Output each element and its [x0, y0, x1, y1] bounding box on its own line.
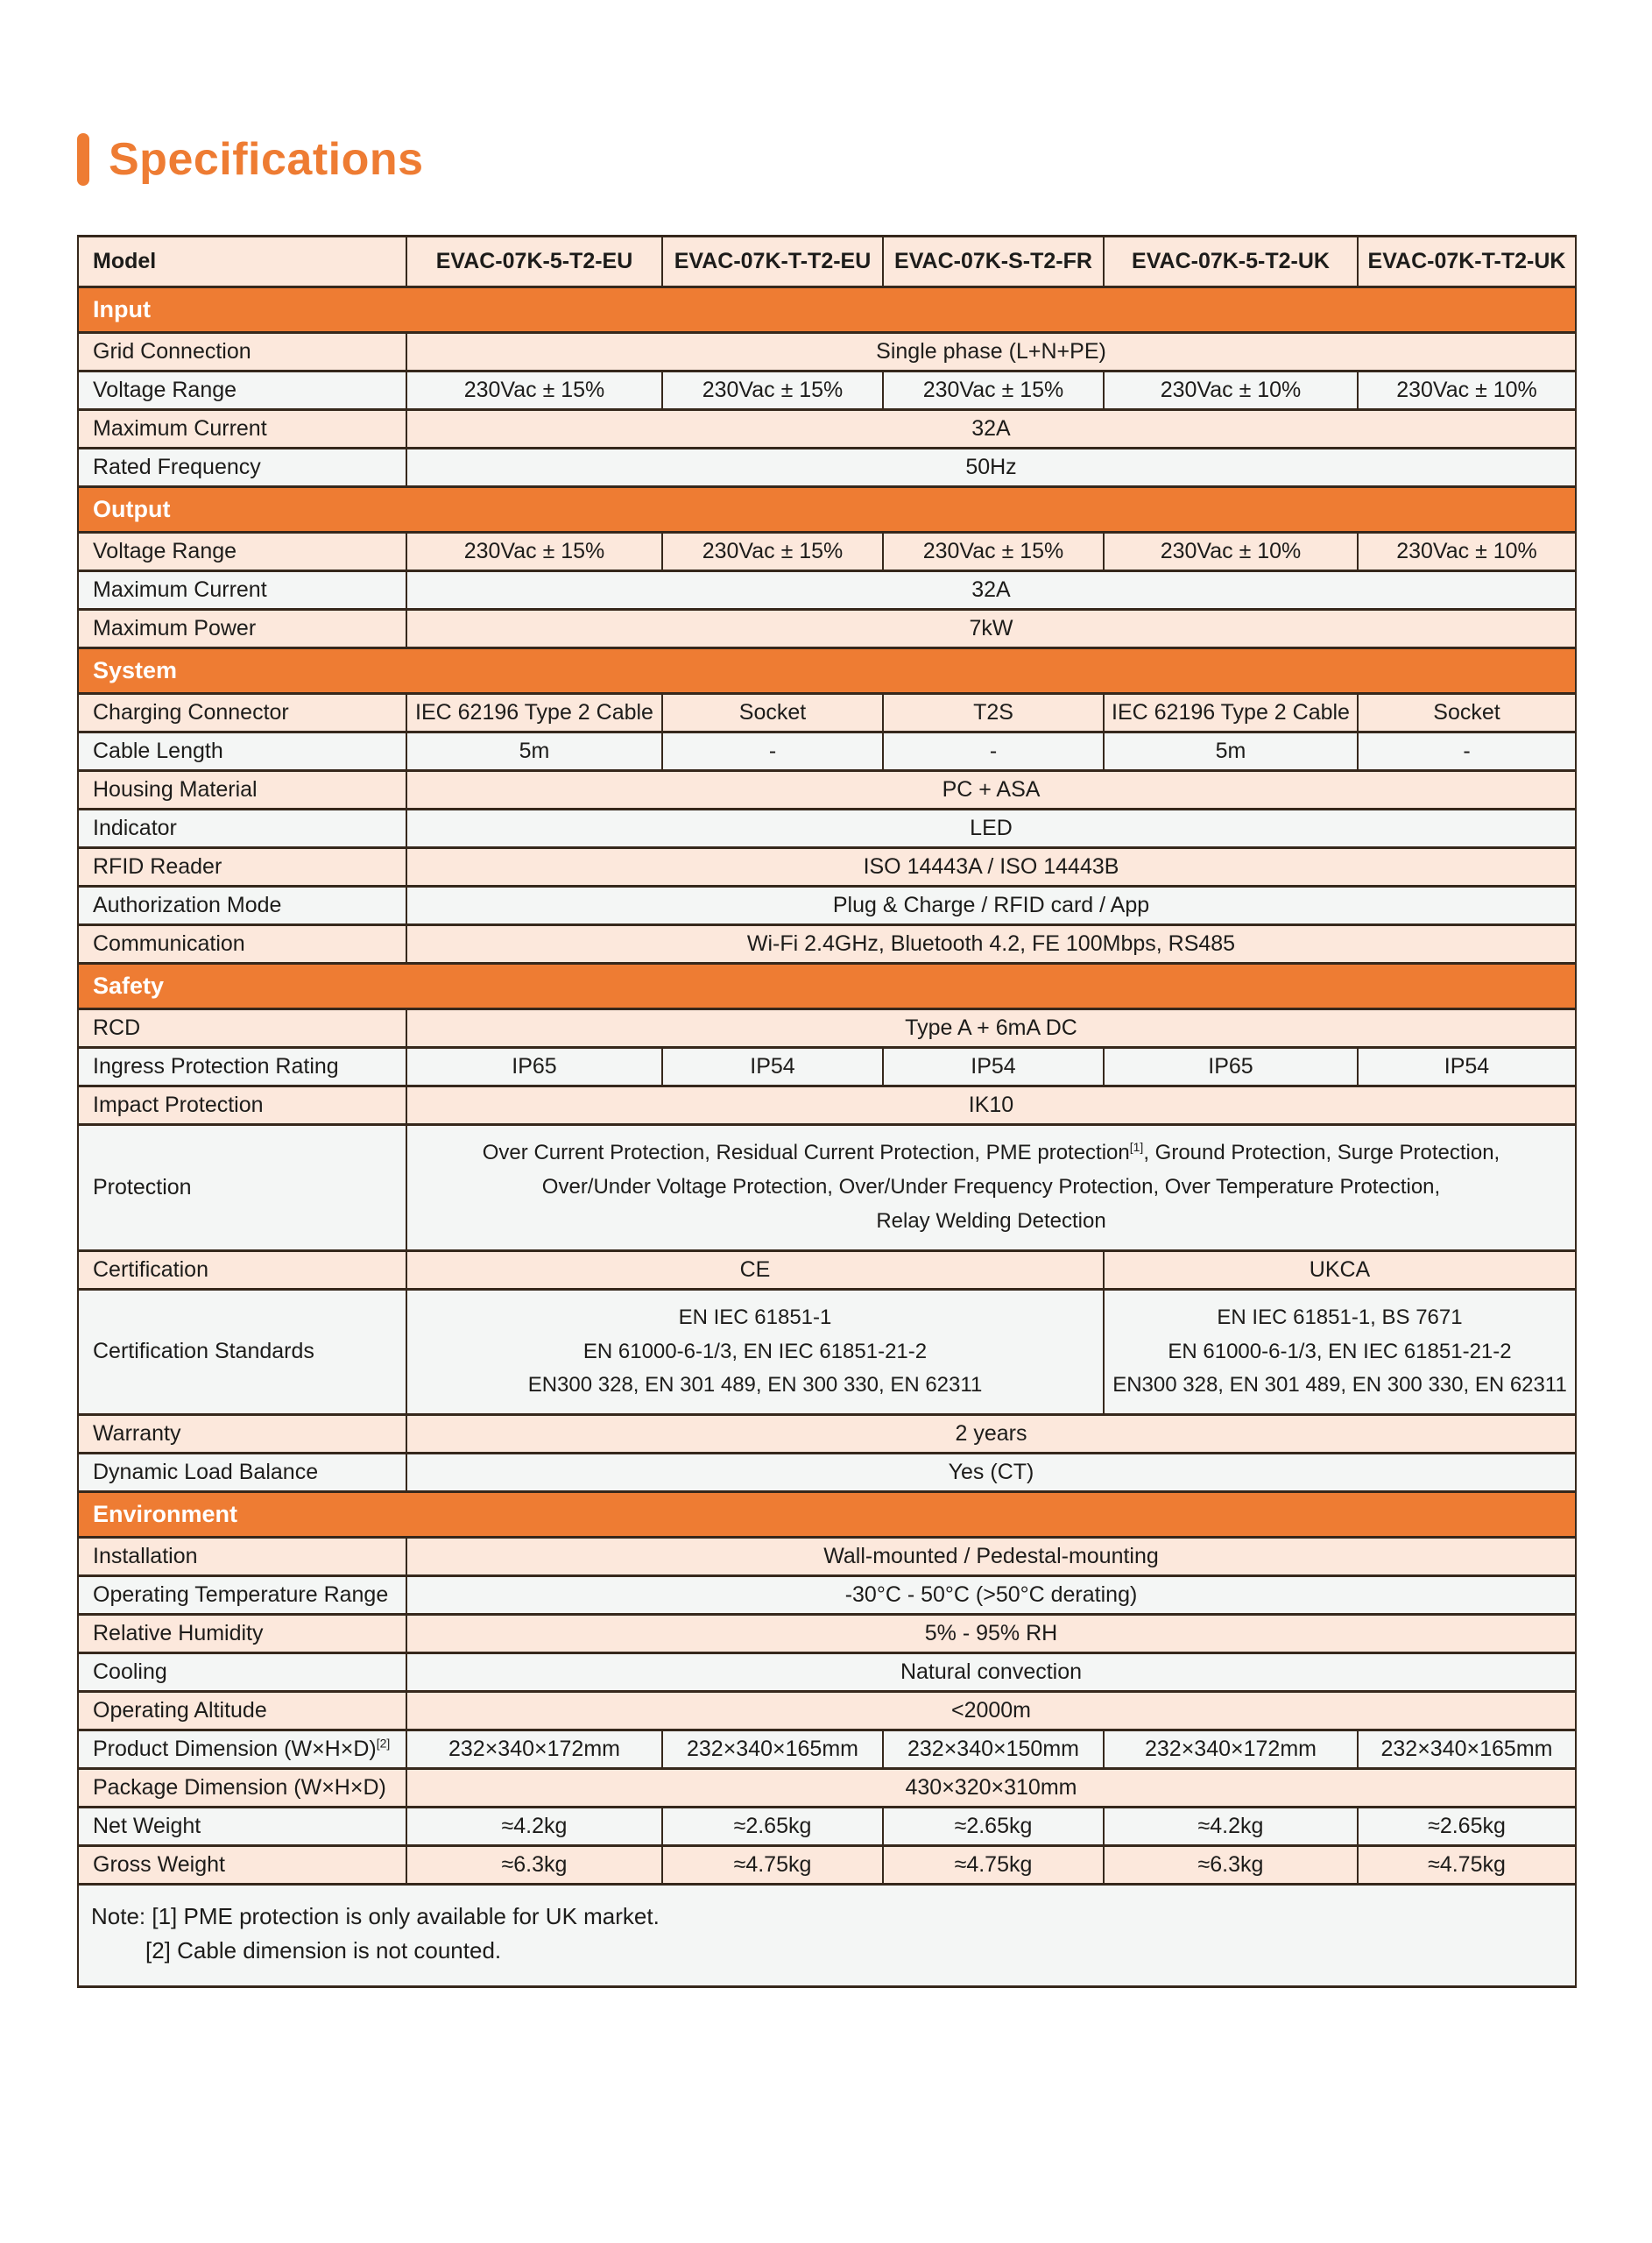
- ce-standards-line-2: EN 61000-6-1/3, EN IEC 61851-21-2: [582, 1339, 928, 1363]
- row-value: 7kW: [406, 610, 1576, 648]
- row-impact-protection: [78, 1086, 1576, 1125]
- row-label: Voltage Range: [78, 371, 406, 410]
- row-dynamic-load-balance: [78, 1454, 1576, 1492]
- row-value: Type A + 6mA DC: [406, 1009, 1576, 1048]
- row-label: Product Dimension (W×H×D)[2]: [78, 1730, 406, 1769]
- row-value: IK10: [406, 1086, 1576, 1125]
- row-installation: [78, 1538, 1576, 1576]
- row-label: Indicator: [78, 810, 406, 848]
- cell-2: IP54: [662, 1048, 883, 1086]
- row-label: Cable Length: [78, 732, 406, 771]
- cell-2: -: [662, 732, 883, 771]
- cell-4: ≈4.2kg: [1104, 1808, 1358, 1846]
- row-rfid-reader: [78, 848, 1576, 887]
- row-rcd: [78, 1009, 1576, 1048]
- section-row-safety: [78, 964, 1576, 1009]
- section-row-output: [78, 487, 1576, 533]
- row-label: Relative Humidity: [78, 1615, 406, 1653]
- row-ingress-protection: [78, 1048, 1576, 1086]
- row-label: RFID Reader: [78, 848, 406, 887]
- certification-ce: CE: [406, 1250, 1104, 1289]
- row-label: Operating Temperature Range: [78, 1576, 406, 1615]
- ukca-standards-line-3: EN300 328, EN 301 489, EN 300 330, EN 62311: [1112, 1373, 1567, 1397]
- cell-5: Socket: [1358, 694, 1576, 732]
- row-cable-length: [78, 732, 1576, 771]
- cell-1: IP65: [406, 1048, 662, 1086]
- row-relative-humidity: [78, 1615, 1576, 1653]
- protection-line-1: Over Current Protection, Residual Current Protection, PME protection[1], Ground Protection, Surge Protection,: [482, 1140, 1500, 1164]
- row-label: Voltage Range: [78, 533, 406, 571]
- footnote-ref-1: [1]: [1129, 1140, 1144, 1154]
- row-label: Maximum Power: [78, 610, 406, 648]
- row-value: Wall-mounted / Pedestal-mounting: [406, 1538, 1576, 1576]
- row-product-dimension: [78, 1730, 1576, 1769]
- row-warranty: [78, 1415, 1576, 1454]
- ce-standards-line-1: EN IEC 61851-1: [678, 1305, 832, 1329]
- row-gross-weight: [78, 1846, 1576, 1885]
- row-label: Net Weight: [78, 1808, 406, 1846]
- cell-4: IEC 62196 Type 2 Cable: [1104, 694, 1358, 732]
- model-header-label: Model: [78, 237, 406, 287]
- model-name-1: EVAC-07K-5-T2-EU: [406, 237, 662, 287]
- cell-3: 230Vac ± 15%: [883, 533, 1104, 571]
- cell-5: ≈4.75kg: [1358, 1846, 1576, 1885]
- row-value: ISO 14443A / ISO 14443B: [406, 848, 1576, 887]
- section-header-environment: Environment: [78, 1492, 1576, 1538]
- row-label: Dynamic Load Balance: [78, 1454, 406, 1492]
- cell-3: ≈2.65kg: [883, 1808, 1104, 1846]
- row-label: Warranty: [78, 1415, 406, 1454]
- row-certification-standards: [78, 1289, 1576, 1415]
- cell-1: ≈4.2kg: [406, 1808, 662, 1846]
- row-label: Ingress Protection Rating: [78, 1048, 406, 1086]
- row-value: 2 years: [406, 1415, 1576, 1454]
- cell-3: -: [883, 732, 1104, 771]
- row-authorization-mode: [78, 887, 1576, 925]
- row-value: 50Hz: [406, 449, 1576, 487]
- row-operating-temperature: [78, 1576, 1576, 1615]
- row-value: Yes (CT): [406, 1454, 1576, 1492]
- note-line-1: Note: [1] PME protection is only available for UK market.: [91, 1903, 660, 1930]
- row-protection: [78, 1125, 1576, 1251]
- row-value: -30°C - 50°C (>50°C derating): [406, 1576, 1576, 1615]
- cell-1: IEC 62196 Type 2 Cable: [406, 694, 662, 732]
- row-label: Communication: [78, 925, 406, 964]
- ukca-standards-line-1: EN IEC 61851-1, BS 7671: [1217, 1305, 1463, 1329]
- cell-5: ≈2.65kg: [1358, 1808, 1576, 1846]
- model-name-3: EVAC-07K-S-T2-FR: [883, 237, 1104, 287]
- row-grid-connection: [78, 333, 1576, 371]
- row-label: Rated Frequency: [78, 449, 406, 487]
- cell-1: ≈6.3kg: [406, 1846, 662, 1885]
- row-label: Maximum Current: [78, 410, 406, 449]
- cell-4: 230Vac ± 10%: [1104, 533, 1358, 571]
- row-certification: [78, 1250, 1576, 1289]
- section-header-safety: Safety: [78, 964, 1576, 1009]
- row-label: Grid Connection: [78, 333, 406, 371]
- row-value: Single phase (L+N+PE): [406, 333, 1576, 371]
- row-value: Plug & Charge / RFID card / App: [406, 887, 1576, 925]
- row-housing-material: [78, 771, 1576, 810]
- row-charging-connector: [78, 694, 1576, 732]
- section-row-input: [78, 287, 1576, 333]
- cell-2: 230Vac ± 15%: [662, 371, 883, 410]
- row-value: [406, 1125, 1576, 1251]
- row-label: RCD: [78, 1009, 406, 1048]
- section-row-system: [78, 648, 1576, 694]
- row-communication: [78, 925, 1576, 964]
- cell-1: 5m: [406, 732, 662, 771]
- section-header-output: Output: [78, 487, 1576, 533]
- row-maximum-current-input: [78, 410, 1576, 449]
- cell-3: 232×340×150mm: [883, 1730, 1104, 1769]
- row-rated-frequency: [78, 449, 1576, 487]
- cell-2: 230Vac ± 15%: [662, 533, 883, 571]
- note-line-2: [2] Cable dimension is not counted.: [145, 1937, 502, 1964]
- row-label: Certification: [78, 1250, 406, 1289]
- row-operating-altitude: [78, 1692, 1576, 1730]
- row-label: Certification Standards: [78, 1289, 406, 1415]
- row-label: Impact Protection: [78, 1086, 406, 1125]
- protection-line-3: Relay Welding Detection: [876, 1208, 1106, 1233]
- cell-3: 230Vac ± 15%: [883, 371, 1104, 410]
- cell-3: T2S: [883, 694, 1104, 732]
- cell-4: IP65: [1104, 1048, 1358, 1086]
- cell-2: ≈2.65kg: [662, 1808, 883, 1846]
- row-value: Wi-Fi 2.4GHz, Bluetooth 4.2, FE 100Mbps, RS485: [406, 925, 1576, 964]
- cell-4: 230Vac ± 10%: [1104, 371, 1358, 410]
- row-value: PC + ASA: [406, 771, 1576, 810]
- row-label: Housing Material: [78, 771, 406, 810]
- row-label: Cooling: [78, 1653, 406, 1692]
- cell-1: 230Vac ± 15%: [406, 371, 662, 410]
- certification-standards-ce: [406, 1289, 1104, 1415]
- row-cooling: [78, 1653, 1576, 1692]
- row-value: 32A: [406, 571, 1576, 610]
- note-row: [78, 1885, 1576, 1987]
- cell-1: 230Vac ± 15%: [406, 533, 662, 571]
- row-value: 32A: [406, 410, 1576, 449]
- cell-2: ≈4.75kg: [662, 1846, 883, 1885]
- row-label: Charging Connector: [78, 694, 406, 732]
- row-package-dimension: [78, 1769, 1576, 1808]
- row-label: Operating Altitude: [78, 1692, 406, 1730]
- cell-5: 230Vac ± 10%: [1358, 371, 1576, 410]
- title-accent-bar: [77, 133, 89, 186]
- cell-5: IP54: [1358, 1048, 1576, 1086]
- model-header-row: [78, 237, 1576, 287]
- row-label: Maximum Current: [78, 571, 406, 610]
- cell-2: 232×340×165mm: [662, 1730, 883, 1769]
- row-maximum-power: [78, 610, 1576, 648]
- section-row-environment: [78, 1492, 1576, 1538]
- row-value: Natural convection: [406, 1653, 1576, 1692]
- row-voltage-range-output: [78, 533, 1576, 571]
- cell-5: 232×340×165mm: [1358, 1730, 1576, 1769]
- model-name-5: EVAC-07K-T-T2-UK: [1358, 237, 1576, 287]
- certification-ukca: UKCA: [1104, 1250, 1576, 1289]
- row-label: Gross Weight: [78, 1846, 406, 1885]
- row-label: Authorization Mode: [78, 887, 406, 925]
- section-header-system: System: [78, 648, 1576, 694]
- cell-1: 232×340×172mm: [406, 1730, 662, 1769]
- ukca-standards-line-2: EN 61000-6-1/3, EN IEC 61851-21-2: [1168, 1339, 1512, 1363]
- row-value: 430×320×310mm: [406, 1769, 1576, 1808]
- section-header-input: Input: [78, 287, 1576, 333]
- model-name-4: EVAC-07K-5-T2-UK: [1104, 237, 1358, 287]
- page-title: Specifications: [109, 134, 424, 185]
- cell-5: 230Vac ± 10%: [1358, 533, 1576, 571]
- row-value: LED: [406, 810, 1576, 848]
- row-indicator: [78, 810, 1576, 848]
- footnote-ref-2: [2]: [376, 1736, 391, 1751]
- row-net-weight: [78, 1808, 1576, 1846]
- row-label: Installation: [78, 1538, 406, 1576]
- cell-4: 5m: [1104, 732, 1358, 771]
- row-voltage-range-input: [78, 371, 1576, 410]
- page-title-block: [77, 133, 424, 186]
- cell-3: ≈4.75kg: [883, 1846, 1104, 1885]
- cell-4: ≈6.3kg: [1104, 1846, 1358, 1885]
- row-value: <2000m: [406, 1692, 1576, 1730]
- cell-3: IP54: [883, 1048, 1104, 1086]
- row-label: Protection: [78, 1125, 406, 1251]
- ce-standards-line-3: EN300 328, EN 301 489, EN 300 330, EN 62311: [527, 1373, 983, 1397]
- certification-standards-ukca: [1104, 1289, 1576, 1415]
- row-maximum-current-output: [78, 571, 1576, 610]
- cell-5: -: [1358, 732, 1576, 771]
- footnotes: [78, 1885, 1576, 1987]
- cell-2: Socket: [662, 694, 883, 732]
- model-name-2: EVAC-07K-T-T2-EU: [662, 237, 883, 287]
- row-label: Package Dimension (W×H×D): [78, 1769, 406, 1808]
- protection-line-2: Over/Under Voltage Protection, Over/Under Frequency Protection, Over Temperature Protection,: [541, 1174, 1441, 1199]
- specifications-table: [77, 235, 1577, 1988]
- row-value: 5% - 95% RH: [406, 1615, 1576, 1653]
- cell-4: 232×340×172mm: [1104, 1730, 1358, 1769]
